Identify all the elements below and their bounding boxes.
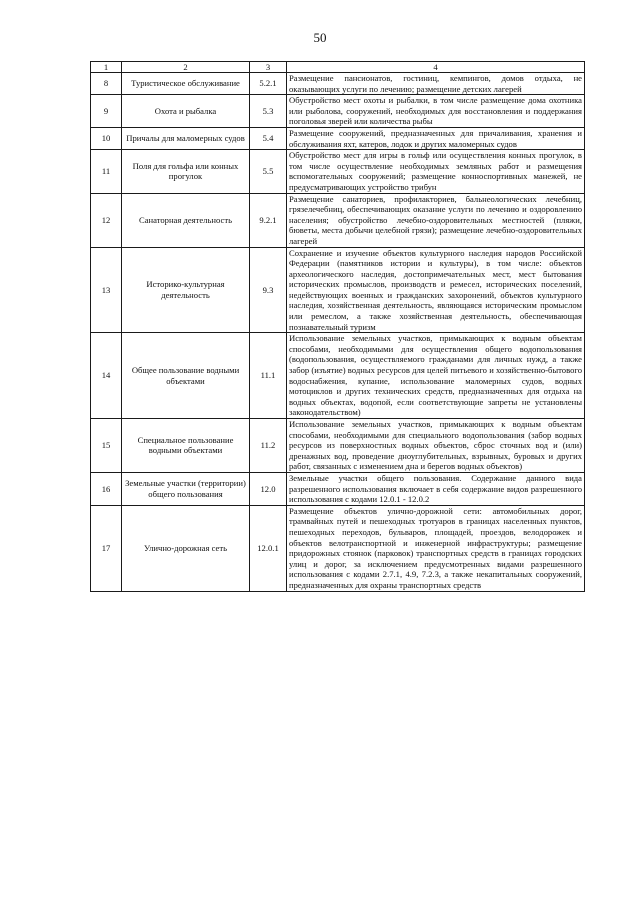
table-row xyxy=(91,193,585,247)
use-type-code: 5.4 xyxy=(250,127,287,149)
row-number: 17 xyxy=(91,505,122,591)
use-type-code: 5.5 xyxy=(250,150,287,193)
use-type-code: 9.2.1 xyxy=(250,193,287,247)
use-type-code: 9.3 xyxy=(250,247,287,333)
use-type-code: 11.1 xyxy=(250,333,287,419)
row-number: 11 xyxy=(91,150,122,193)
row-number: 14 xyxy=(91,333,122,419)
use-type-name: Охота и рыбалка xyxy=(122,95,250,128)
use-type-code: 5.2.1 xyxy=(250,73,287,95)
table-row xyxy=(91,419,585,473)
header-col-3: 3 xyxy=(250,62,287,73)
use-type-name: Причалы для маломерных судов xyxy=(122,127,250,149)
table-row xyxy=(91,472,585,505)
row-number: 8 xyxy=(91,73,122,95)
use-type-description: Земельные участки общего пользования. Содержание данного вида разрешенного использования включает в себя содержание видов разрешенного использования с кодами 12.0.1 - 12.0.2 xyxy=(287,472,585,505)
row-number: 9 xyxy=(91,95,122,128)
use-type-name: Земельные участки (территории) общего пользования xyxy=(122,472,250,505)
use-type-name: Санаторная деятельность xyxy=(122,193,250,247)
page-number: 50 xyxy=(313,30,327,45)
row-number: 15 xyxy=(91,419,122,473)
use-type-code: 12.0.1 xyxy=(250,505,287,591)
use-type-name: Туристическое обслуживание xyxy=(122,73,250,95)
table-row xyxy=(91,127,585,149)
use-type-name: Историко-культурная деятельность xyxy=(122,247,250,333)
header-col-2: 2 xyxy=(122,62,250,73)
header-col-4: 4 xyxy=(287,62,585,73)
use-type-name: Поля для гольфа или конных прогулок xyxy=(122,150,250,193)
use-type-name: Специальное пользование водными объектами xyxy=(122,419,250,473)
land-use-table xyxy=(90,61,585,592)
table-row xyxy=(91,247,585,333)
use-type-description: Сохранение и изучение объектов культурного наследия народов Российской Федерации (памятников истории и культуры), в том числе: объектов археологического наследия, достопримечательных мест, мест бытования исторических промыслов, производств и ремесел, исторических поселений, недействующих военных и гражданских захоронений, объектов культурного наследия, хозяйственная деятельность, являющаяся историческим промыслом или ремеслом, а также хозяйственная деятельность, обеспечивающая познавательный туризм xyxy=(287,247,585,333)
use-type-description: Использование земельных участков, примыкающих к водным объектам способами, необходимыми для специального водопользования (забор водных ресурсов из поверхностных водных объектов, сброс сточных вод и (или) дренажных вод, проведение дноуглубительных, взрывных, буровых и других работ, связанных с изменением дна и берегов водных объектов) xyxy=(287,419,585,473)
row-number: 10 xyxy=(91,127,122,149)
table-row xyxy=(91,333,585,419)
use-type-description: Обустройство мест для игры в гольф или осуществления конных прогулок, в том числе осуществление необходимых земляных работ и размещения вспомогательных сооружений; размещение конноспортивных манежей, не предусматривающих устройство трибун xyxy=(287,150,585,193)
table-row xyxy=(91,95,585,128)
use-type-description: Размещение сооружений, предназначенных для причаливания, хранения и обслуживания яхт, катеров, лодок и других маломерных судов xyxy=(287,127,585,149)
use-type-name: Улично-дорожная сеть xyxy=(122,505,250,591)
table-header-row xyxy=(91,62,585,73)
row-number: 16 xyxy=(91,472,122,505)
use-type-description: Размещение санаториев, профилакториев, бальнеологических лечебниц, грязелечебниц, обеспечивающих оказание услуги по лечению и оздоровлению населения; обустройство лечебно-оздоровительных местностей (пляжи, бюветы, места добычи целебной грязи); размещение лечебно-оздоровительных лагерей xyxy=(287,193,585,247)
use-type-description: Обустройство мест охоты и рыбалки, в том числе размещение дома охотника или рыболова, сооружений, необходимых для восстановления и поддержания поголовья зверей или количества рыбы xyxy=(287,95,585,128)
use-type-description: Размещение пансионатов, гостиниц, кемпингов, домов отдыха, не оказывающих услуги по лечению; размещение детских лагерей xyxy=(287,73,585,95)
use-type-description: Размещение объектов улично-дорожной сети: автомобильных дорог, трамвайных путей и пешеходных тротуаров в границах населенных пунктов, пешеходных переходов, бульваров, площадей, проездов, велодорожек и объектов велотранспортной и инженерной инфраструктуры; размещение придорожных стоянок (парковок) транспортных средств в границах городских улиц и дорог, за исключением предусмотренных видами разрешенного использования с кодами 2.7.1, 4.9, 7.2.3, а также некапитальных сооружений, предназначенных для охраны транспортных средств xyxy=(287,505,585,591)
use-type-code: 12.0 xyxy=(250,472,287,505)
use-type-name: Общее пользование водными объектами xyxy=(122,333,250,419)
table-row xyxy=(91,150,585,193)
header-col-1: 1 xyxy=(91,62,122,73)
table-row xyxy=(91,505,585,591)
row-number: 13 xyxy=(91,247,122,333)
table-row xyxy=(91,73,585,95)
use-type-description: Использование земельных участков, примыкающих к водным объектам способами, необходимыми для осуществления общего водопользования (водопользования, осуществляемого гражданами для личных нужд, а также забор (изъятие) водных ресурсов для целей питьевого и хозяйственно-бытового водоснабжения, купание, использование маломерных судов, водных мотоциклов и других технических средств, предназначенных для отдыха на водных объектах, водопой, если соответствующие запреты не установлены законодательством) xyxy=(287,333,585,419)
use-type-code: 11.2 xyxy=(250,419,287,473)
use-type-code: 5.3 xyxy=(250,95,287,128)
row-number: 12 xyxy=(91,193,122,247)
